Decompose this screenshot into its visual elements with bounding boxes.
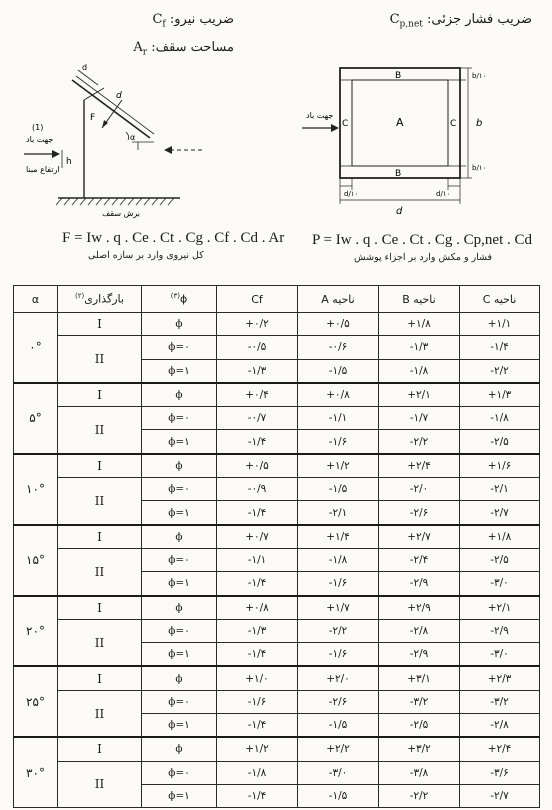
zone-c-right-label: C — [450, 119, 457, 129]
alpha-label: α — [130, 133, 136, 142]
loading-cell: I — [58, 737, 142, 761]
cf-cell: -۱/۱ — [217, 548, 298, 571]
zone-c-cell: -۲/۷ — [460, 784, 540, 807]
zone-c-cell: -۲/۱ — [460, 478, 540, 501]
b-over-10-top-label: b/۱۰ — [472, 72, 487, 80]
ground-hatch — [56, 198, 174, 205]
roof-dimension-small — [78, 70, 98, 85]
cf-cell: -۱/۴ — [217, 643, 298, 667]
alpha-cell: ۰° — [14, 313, 58, 383]
cf-cell: +۰/۵ — [217, 454, 298, 478]
zone-a-cell: +۰/۵ — [298, 313, 379, 336]
zone-c-cell: -۳/۰ — [460, 572, 540, 596]
coefficients-table — [13, 285, 540, 808]
phi-cell: ϕ=۱ — [142, 643, 217, 667]
phi-cell: ϕ=۱ — [142, 572, 217, 596]
header-phi: $^{(۳)}$ϕ — [142, 286, 217, 313]
header-alpha: α — [14, 286, 58, 313]
zone-a-cell: +۰/۸ — [298, 383, 379, 407]
table-row — [14, 619, 540, 642]
wind-arrowhead-left — [52, 150, 60, 158]
loading-cell: II — [58, 761, 142, 808]
table-header-row — [14, 286, 540, 313]
roof-plan-figure — [300, 58, 500, 218]
zone-c-cell: -۱/۴ — [460, 336, 540, 359]
reference-height-label: ارتفاع مبنا — [26, 165, 60, 174]
cf-cell: -۱/۴ — [217, 430, 298, 454]
zone-b-cell: -۲/۰ — [379, 478, 460, 501]
zone-a-cell: -۲/۲ — [298, 619, 379, 642]
phi-cell: ϕ — [142, 383, 217, 407]
pressure-caption: فشار و مکش وارد بر اجزاء پوشش — [354, 252, 493, 263]
header-zone-c: ناحیه C — [460, 286, 540, 313]
phi-cell: ϕ=۰ — [142, 407, 217, 430]
phi-cell: ϕ=۰ — [142, 478, 217, 501]
zone-b-bottom-label: B — [395, 169, 402, 179]
d-label: d — [116, 91, 122, 101]
zone-b-cell: +۲/۷ — [379, 525, 460, 549]
zone-a-label: A — [396, 116, 404, 129]
table-row — [14, 548, 540, 571]
zone-c-cell: -۳/۰ — [460, 643, 540, 667]
phi-cell: ϕ=۰ — [142, 619, 217, 642]
phi-cell: ϕ — [142, 666, 217, 690]
force-formula: F = Iw . q . Ce . Ct . Cg . Cf . Cd . Ar — [62, 230, 285, 246]
zone-b-cell: -۲/۲ — [379, 784, 460, 807]
zone-b-cell: -۲/۹ — [379, 572, 460, 596]
d-small-label: d — [82, 63, 88, 72]
b-label: b — [476, 118, 483, 129]
zone-b-cell: +۱/۸ — [379, 313, 460, 336]
zone-a-cell: -۱/۵ — [298, 714, 379, 738]
loading-cell: II — [58, 548, 142, 595]
zone-b-top-label: B — [395, 71, 402, 81]
roof-section-figure — [22, 60, 232, 220]
cf-cell: +۰/۴ — [217, 383, 298, 407]
title-subscript: r — [142, 47, 148, 58]
loading-cell: I — [58, 666, 142, 690]
zone-c-cell: +۱/۸ — [460, 525, 540, 549]
alpha-cell: ۲۰° — [14, 596, 58, 667]
zone-c-cell: -۳/۲ — [460, 690, 540, 713]
table-row — [14, 690, 540, 713]
cf-cell: -۱/۴ — [217, 572, 298, 596]
loading-cell: I — [58, 525, 142, 549]
phi-cell: ϕ — [142, 454, 217, 478]
cf-cell: -۰/۹ — [217, 478, 298, 501]
zone-a-cell: -۳/۰ — [298, 761, 379, 784]
header-zone-a: ناحیه A — [298, 286, 379, 313]
zone-c-cell: +۱/۱ — [460, 313, 540, 336]
zone-c-cell: -۲/۷ — [460, 501, 540, 525]
alpha-cell: ۳۰° — [14, 737, 58, 807]
zone-c-left-label: C — [342, 119, 349, 129]
zone-b-cell: -۱/۷ — [379, 407, 460, 430]
cf-cell: +۱/۲ — [217, 737, 298, 761]
zone-b-cell: +۳/۲ — [379, 737, 460, 761]
alpha-cell: ۵° — [14, 383, 58, 454]
roof-dimension — [76, 76, 154, 134]
cf-cell: -۱/۴ — [217, 501, 298, 525]
cf-cell: -۰/۷ — [217, 407, 298, 430]
zone-b-cell: -۲/۵ — [379, 714, 460, 738]
pressure-formula: P = Iw . q . Ce . Ct . Cg . Cp,net . Cd — [312, 232, 532, 248]
wind-number-label: (1) — [32, 123, 44, 132]
zone-b-cell: -۱/۳ — [379, 336, 460, 359]
cf-cell: -۱/۴ — [217, 714, 298, 738]
table-row — [14, 761, 540, 784]
roof-section-label: برش سقف — [102, 209, 140, 218]
zone-b-cell: -۲/۲ — [379, 430, 460, 454]
d-over-10-left-label: d/۱۰ — [344, 190, 359, 198]
zone-a-cell: -۰/۶ — [298, 336, 379, 359]
phi-cell: ϕ=۰ — [142, 690, 217, 713]
zone-a-cell: +۱/۲ — [298, 454, 379, 478]
zone-b-cell: -۱/۸ — [379, 359, 460, 383]
loading-cell: I — [58, 313, 142, 336]
title-subscript: f — [162, 19, 166, 30]
header-cf: Cf — [217, 286, 298, 313]
alpha-cell: ۱۵° — [14, 525, 58, 596]
cf-cell: +۰/۲ — [217, 313, 298, 336]
zone-c-cell: -۳/۶ — [460, 761, 540, 784]
phi-cell: ϕ=۱ — [142, 784, 217, 807]
zone-c-cell: +۲/۴ — [460, 737, 540, 761]
zone-a-cell: +۲/۲ — [298, 737, 379, 761]
table-row — [14, 313, 540, 336]
d-over-10-right-label: d/۱۰ — [436, 190, 451, 198]
loading-cell: II — [58, 619, 142, 666]
zone-a-cell: -۱/۵ — [298, 478, 379, 501]
zone-a-cell: +۱/۴ — [298, 525, 379, 549]
zone-c-cell: -۱/۸ — [460, 407, 540, 430]
zone-c-cell: -۲/۲ — [460, 359, 540, 383]
loading-cell: II — [58, 407, 142, 454]
force-caption: کل نیروی وارد بر سازه اصلی — [88, 250, 204, 261]
table-row — [14, 336, 540, 359]
zone-b-cell: -۳/۸ — [379, 761, 460, 784]
zone-b-cell: +۳/۱ — [379, 666, 460, 690]
h-label: h — [66, 157, 72, 167]
cf-cell: +۰/۷ — [217, 525, 298, 549]
zone-c-cell: +۱/۶ — [460, 454, 540, 478]
zone-b-cell: +۲/۹ — [379, 596, 460, 620]
loading-cell: II — [58, 690, 142, 737]
zone-c-cell: -۲/۵ — [460, 430, 540, 454]
phi-cell: ϕ=۱ — [142, 714, 217, 738]
zone-b-cell: -۲/۴ — [379, 548, 460, 571]
phi-cell: ϕ=۰ — [142, 336, 217, 359]
table-row — [14, 407, 540, 430]
table-row — [14, 737, 540, 761]
table-row — [14, 596, 540, 620]
zone-b-cell: +۲/۱ — [379, 383, 460, 407]
angle-arc — [126, 132, 129, 140]
loading-cell: I — [58, 454, 142, 478]
wind-direction-label: جهت باد — [306, 111, 334, 120]
wind-arrowhead — [331, 124, 339, 132]
phi-cell: ϕ=۱ — [142, 359, 217, 383]
zone-a-cell: -۱/۵ — [298, 784, 379, 807]
table-row — [14, 666, 540, 690]
zone-a-cell: -۱/۶ — [298, 572, 379, 596]
cf-cell: +۱/۰ — [217, 666, 298, 690]
cf-cell: -۰/۵ — [217, 336, 298, 359]
cf-cell: -۱/۴ — [217, 784, 298, 807]
phi-cell: ϕ=۱ — [142, 430, 217, 454]
loading-cell: II — [58, 478, 142, 525]
table-row — [14, 525, 540, 549]
phi-cell: ϕ=۰ — [142, 761, 217, 784]
alpha-cell: ۲۵° — [14, 666, 58, 737]
phi-cell: ϕ — [142, 737, 217, 761]
title-subscript: p,net — [399, 19, 423, 30]
table-row — [14, 478, 540, 501]
zone-a-cell: -۲/۱ — [298, 501, 379, 525]
cf-cell: -۱/۳ — [217, 359, 298, 383]
zone-b-cell: -۲/۹ — [379, 643, 460, 667]
zone-c-cell: -۲/۹ — [460, 619, 540, 642]
zone-c-cell: +۲/۱ — [460, 596, 540, 620]
cf-cell: +۰/۸ — [217, 596, 298, 620]
zone-a-cell: +۲/۰ — [298, 666, 379, 690]
b-over-10-bottom-label: b/۱۰ — [472, 164, 487, 172]
table-row — [14, 383, 540, 407]
loading-cell: I — [58, 383, 142, 407]
zone-a-cell: -۱/۵ — [298, 359, 379, 383]
roof-area-title: مساحت سقف: $A_r$ — [133, 40, 234, 58]
zone-c-cell: +۱/۳ — [460, 383, 540, 407]
zone-a-cell: -۱/۸ — [298, 548, 379, 571]
cf-cell: -۱/۶ — [217, 690, 298, 713]
table-body — [14, 313, 540, 808]
zone-a-cell: -۲/۶ — [298, 690, 379, 713]
zone-a-cell: +۱/۷ — [298, 596, 379, 620]
table-row — [14, 454, 540, 478]
header-loading: بارگذاری$^{(۲)}$ — [58, 286, 142, 313]
zone-b-cell: +۲/۴ — [379, 454, 460, 478]
zone-b-cell: -۲/۸ — [379, 619, 460, 642]
zone-c-cell: -۲/۸ — [460, 714, 540, 738]
loading-cell: I — [58, 596, 142, 620]
phi-cell: ϕ — [142, 596, 217, 620]
force-coefficient-title: ضریب نیرو: $C_f$ — [152, 12, 234, 30]
phi-cell: ϕ=۰ — [142, 548, 217, 571]
zone-a-cell: -۱/۱ — [298, 407, 379, 430]
zone-c-cell: +۲/۳ — [460, 666, 540, 690]
partial-pressure-coefficient-title: ضریب فشار جزئی: $C_{p,net}$ — [389, 12, 532, 30]
cf-cell: -۱/۳ — [217, 619, 298, 642]
phi-cell: ϕ=۱ — [142, 501, 217, 525]
header-zone-b: ناحیه B — [379, 286, 460, 313]
phi-cell: ϕ — [142, 313, 217, 336]
phi-cell: ϕ — [142, 525, 217, 549]
zone-b-cell: -۲/۶ — [379, 501, 460, 525]
d-label: d — [396, 206, 403, 217]
wind-arrowhead-right — [164, 146, 172, 154]
zone-a-cell: -۱/۶ — [298, 430, 379, 454]
zone-c-cell: -۲/۵ — [460, 548, 540, 571]
zone-a-cell: -۱/۶ — [298, 643, 379, 667]
cf-cell: -۱/۸ — [217, 761, 298, 784]
wind-direction-label: جهت باد — [26, 135, 54, 144]
f-label: F — [90, 113, 96, 123]
alpha-cell: ۱۰° — [14, 454, 58, 525]
zone-b-cell: -۳/۲ — [379, 690, 460, 713]
loading-cell: II — [58, 336, 142, 383]
